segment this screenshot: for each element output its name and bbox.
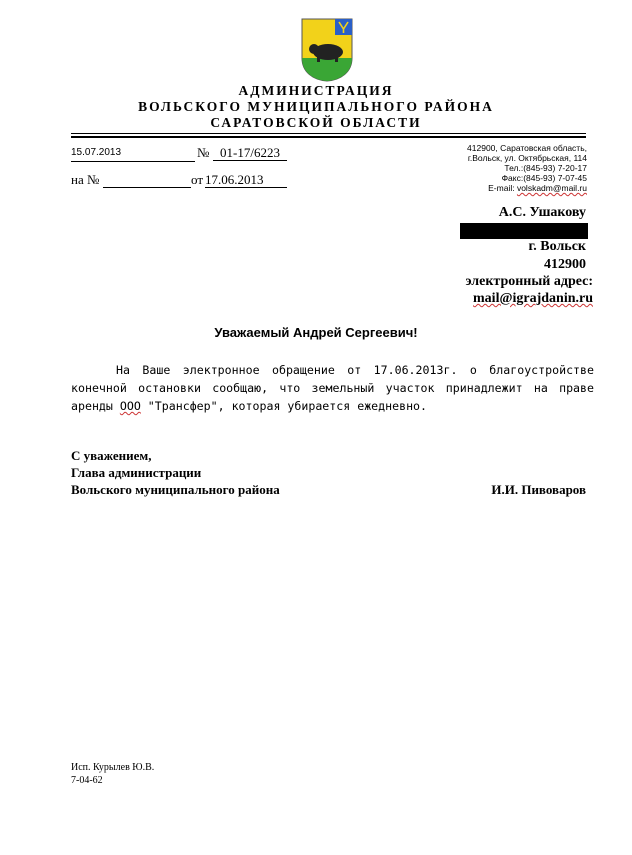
header-title: АДМИНИСТРАЦИЯ xyxy=(238,83,394,98)
ref-from: от xyxy=(191,172,204,187)
reg-date-field xyxy=(71,147,195,162)
recipient-email-label: электронный адрес: xyxy=(465,274,593,289)
contact-email-line xyxy=(467,183,587,193)
header-subtitle: ВОЛЬСКОГО МУНИЦИПАЛЬНОГО РАЙОНА xyxy=(138,99,494,114)
ref-date-field xyxy=(205,172,287,188)
ref-number-blank xyxy=(103,172,191,188)
signature-name: И.И. Пивоваров xyxy=(491,482,586,497)
contact-block xyxy=(467,143,587,193)
recipient-zip: 412900 xyxy=(544,257,586,272)
recipient-name: А.С. Ушакову xyxy=(498,205,586,220)
letter-body-org: ООО xyxy=(119,399,141,413)
reg-number: 01-17/6223 xyxy=(220,145,280,160)
reg-number-field xyxy=(213,145,287,161)
contact-email: volskadm@mail.ru xyxy=(516,183,587,193)
signature-title: Глава администрации xyxy=(71,465,202,480)
footer-executor: Исп. Курылев Ю.В. xyxy=(71,762,155,773)
ref-prefix: на № xyxy=(71,172,100,187)
contact-address: 412900, Саратовская область, xyxy=(467,143,587,153)
coat-of-arms-emblem xyxy=(301,18,353,82)
greeting: Уважаемый Андрей Сергеевич! xyxy=(214,325,418,340)
letter-body-part1: На Ваше электронное обращение от 17.06.2013г. о благоустройстве конечной остановки сообщаю, что земельный участок принадлежит на праве аренды xyxy=(71,363,594,413)
contact-fax: Факс:(845-93) 7-07-45 xyxy=(501,173,587,183)
letter-body-part2: "Трансфер", которая убирается ежедневно. xyxy=(140,399,428,413)
reg-number-prefix: № xyxy=(197,145,210,160)
signature-org: Вольского муниципального района xyxy=(71,482,280,497)
contact-email-label: E-mail: xyxy=(488,183,517,193)
contact-phone: Тел.:(845-93) 7-20-17 xyxy=(504,163,587,173)
recipient-email xyxy=(473,291,593,307)
header-divider-thick xyxy=(71,136,586,138)
recipient-city: г. Вольск xyxy=(528,239,586,254)
signature-closing: С уважением, xyxy=(71,448,152,463)
footer-phone: 7-04-62 xyxy=(71,775,103,786)
recipient-email-text: mail@igrajdanin.ru xyxy=(473,291,593,306)
letter-body xyxy=(71,361,594,415)
header-region: САРАТОВСКОЙ ОБЛАСТИ xyxy=(210,115,422,130)
contact-street: г.Вольск, ул. Октябрьская, 114 xyxy=(467,153,587,163)
ref-date: 17.06.2013 xyxy=(205,172,264,187)
header-divider-thin xyxy=(71,133,586,134)
redacted-block xyxy=(460,223,588,239)
reg-date: 15.07.2013 xyxy=(71,147,122,158)
